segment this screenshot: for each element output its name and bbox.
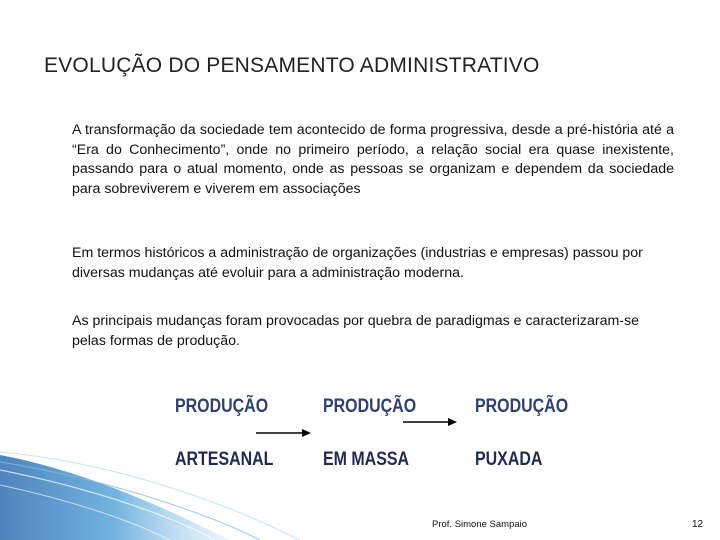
- flow-step-3-line1: PRODUÇÃO: [475, 396, 569, 417]
- flow-step-2-line1: PRODUÇÃO: [323, 396, 417, 417]
- flow-step-1-line1: PRODUÇÃO: [175, 396, 269, 417]
- page-number: 12: [692, 519, 704, 530]
- flow-step-2-line2: EM MASSA: [323, 449, 410, 470]
- flow-step-3-line2: PUXADA: [475, 449, 543, 470]
- flow-step-1-line2: ARTESANAL: [175, 449, 274, 470]
- paragraph-society-transformation: A transformação da sociedade tem acontecido de forma progressiva, desde a pré-história até a “Era do Conhecimento”, onde no primeiro período, a relação social era quase inexistente, passando para o atual momento, onde as pessoas se organizam e dependem da sociedade para sobreviverem e viverem em associações: [72, 122, 674, 197]
- paragraph-historical-administration: Em termos históricos a administração de organizações (industrias e empresas) passou por diversas mudanças até evoluir para a administração moderna.: [72, 245, 643, 281]
- paragraph-main-changes: As principais mudanças foram provocadas por quebra de paradigmas e caracterizaram-se pelas formas de produção.: [72, 313, 639, 349]
- slide-title: EVOLUÇÃO DO PENSAMENTO ADMINISTRATIVO: [44, 54, 540, 77]
- arrow-massa-to-puxada-icon: [403, 418, 457, 426]
- footer-author: Prof. Simone Sampaio: [432, 519, 528, 530]
- arrow-artesanal-to-massa-icon: [256, 429, 311, 437]
